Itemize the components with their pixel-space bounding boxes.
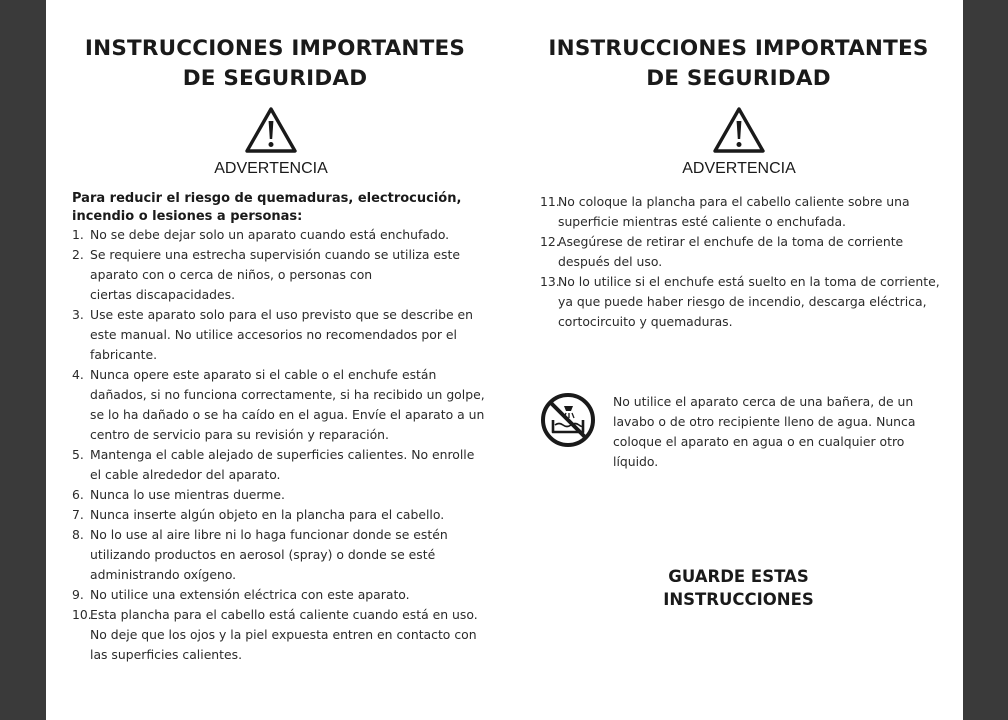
instruction-line: Nunca inserte algún objeto en la plancha para el cabello. bbox=[90, 507, 445, 522]
instruction-number: 1. bbox=[72, 227, 84, 242]
instruction-line: utilizando productos en aerosol (spray) o donde se esté bbox=[90, 547, 436, 562]
instruction-number: 9. bbox=[72, 587, 84, 602]
instruction-item bbox=[72, 485, 490, 505]
instruction-line: después del uso. bbox=[558, 254, 663, 269]
instruction-line: ya que puede haber riesgo de incendio, descarga eléctrica, bbox=[558, 294, 927, 309]
water-warning-line: No utilice el aparato cerca de una bañera, de un bbox=[613, 394, 914, 409]
left-title-line-2: DE SEGURIDAD bbox=[182, 66, 368, 91]
instruction-line: Nunca lo use mientras duerme. bbox=[90, 487, 285, 502]
left-page-title bbox=[46, 34, 504, 94]
warning-triangle-icon bbox=[244, 106, 298, 154]
instruction-number: 5. bbox=[72, 447, 84, 462]
instruction-line: No coloque la plancha para el cabello caliente sobre una bbox=[558, 194, 910, 209]
instruction-item bbox=[72, 225, 490, 245]
hazard-intro: Para reducir el riesgo de quemaduras, electrocución, incendio o lesiones a personas: bbox=[72, 191, 462, 224]
instruction-line: fabricante. bbox=[90, 347, 158, 362]
instruction-number: 8. bbox=[72, 527, 84, 542]
instruction-line: este manual. No utilice accesorios no recomendados por el bbox=[90, 327, 457, 342]
instruction-number: 10. bbox=[72, 607, 92, 622]
left-title-line-1: INSTRUCCIONES IMPORTANTES bbox=[84, 36, 466, 61]
instruction-number: 6. bbox=[72, 487, 84, 502]
instruction-item bbox=[72, 365, 490, 445]
instruction-number: 11. bbox=[540, 194, 560, 209]
instruction-item bbox=[540, 192, 950, 232]
instruction-line: No deje que los ojos y la piel expuesta entren en contacto con bbox=[90, 627, 477, 642]
instruction-item bbox=[540, 232, 950, 272]
left-instruction-list bbox=[72, 225, 490, 665]
instruction-line: las superficies calientes. bbox=[90, 647, 243, 662]
instruction-number: 13. bbox=[540, 274, 560, 289]
instruction-line: dañados, si no funciona correctamente, si ha recibido un golpe, bbox=[90, 387, 485, 402]
save-line-1: GUARDE ESTAS bbox=[668, 567, 809, 586]
right-instruction-list bbox=[540, 192, 950, 332]
instruction-line: Asegúrese de retirar el enchufe de la toma de corriente bbox=[558, 234, 904, 249]
right-title-line-2: DE SEGURIDAD bbox=[646, 66, 831, 91]
instruction-number: 4. bbox=[72, 367, 84, 382]
instruction-number: 7. bbox=[72, 507, 84, 522]
water-warning-text bbox=[613, 392, 925, 472]
instruction-line: cortocircuito y quemaduras. bbox=[558, 314, 733, 329]
instruction-line: superficie mientras esté caliente o enchufada. bbox=[558, 214, 846, 229]
instruction-item bbox=[72, 445, 490, 485]
instruction-line: Se requiere una estrecha supervisión cuando se utiliza este bbox=[90, 247, 460, 262]
instruction-line: Use este aparato solo para el uso previsto que se describe en bbox=[90, 307, 474, 322]
instruction-line: Nunca opere este aparato si el cable o el enchufe están bbox=[90, 367, 437, 382]
instruction-line: ciertas discapacidades. bbox=[90, 287, 236, 302]
instruction-line: centro de servicio para su revisión y reparación. bbox=[90, 427, 389, 442]
no-water-bath-icon bbox=[540, 392, 596, 448]
instruction-number: 3. bbox=[72, 307, 84, 322]
instruction-line: el cable alrededor del aparato. bbox=[90, 467, 281, 482]
save-line-2: INSTRUCCIONES bbox=[663, 590, 814, 609]
warning-triangle-icon bbox=[712, 106, 766, 154]
instruction-item bbox=[72, 525, 490, 585]
instruction-item bbox=[72, 585, 490, 605]
instruction-line: se lo ha dañado o se ha caído en el agua. Envíe el aparato a un bbox=[90, 407, 485, 422]
water-warning-line: lavabo o de otro recipiente lleno de agua. Nunca bbox=[613, 414, 916, 429]
left-warning-label: ADVERTENCIA bbox=[214, 160, 328, 177]
save-instructions-heading bbox=[514, 565, 963, 611]
right-page-title bbox=[514, 34, 963, 94]
instruction-line: aparato con o cerca de niños, o personas con bbox=[90, 267, 373, 282]
instruction-number: 2. bbox=[72, 247, 84, 262]
instruction-item bbox=[540, 272, 950, 332]
instruction-item bbox=[72, 245, 490, 305]
instruction-line: administrando oxígeno. bbox=[90, 567, 237, 582]
instruction-item bbox=[72, 605, 490, 665]
instruction-line: Mantenga el cable alejado de superficies calientes. No enrolle bbox=[90, 447, 475, 462]
instruction-line: No utilice una extensión eléctrica con este aparato. bbox=[90, 587, 410, 602]
instruction-line: No se debe dejar solo un aparato cuando está enchufado. bbox=[90, 227, 450, 242]
instruction-line: Esta plancha para el cabello está caliente cuando está en uso. bbox=[90, 607, 478, 622]
instruction-line: No lo use al aire libre ni lo haga funcionar donde se estén bbox=[90, 527, 448, 542]
instruction-number: 12. bbox=[540, 234, 560, 249]
right-warning-label: ADVERTENCIA bbox=[682, 160, 796, 177]
instruction-item bbox=[72, 305, 490, 365]
right-title-line-1: INSTRUCCIONES IMPORTANTES bbox=[548, 36, 929, 61]
water-warning-line: coloque el aparato en agua o en cualquier otro bbox=[613, 434, 905, 449]
instruction-item bbox=[72, 505, 490, 525]
manual-page bbox=[46, 0, 963, 720]
water-warning-line: líquido. bbox=[613, 454, 659, 469]
instruction-line: No lo utilice si el enchufe está suelto en la toma de corriente, bbox=[558, 274, 940, 289]
